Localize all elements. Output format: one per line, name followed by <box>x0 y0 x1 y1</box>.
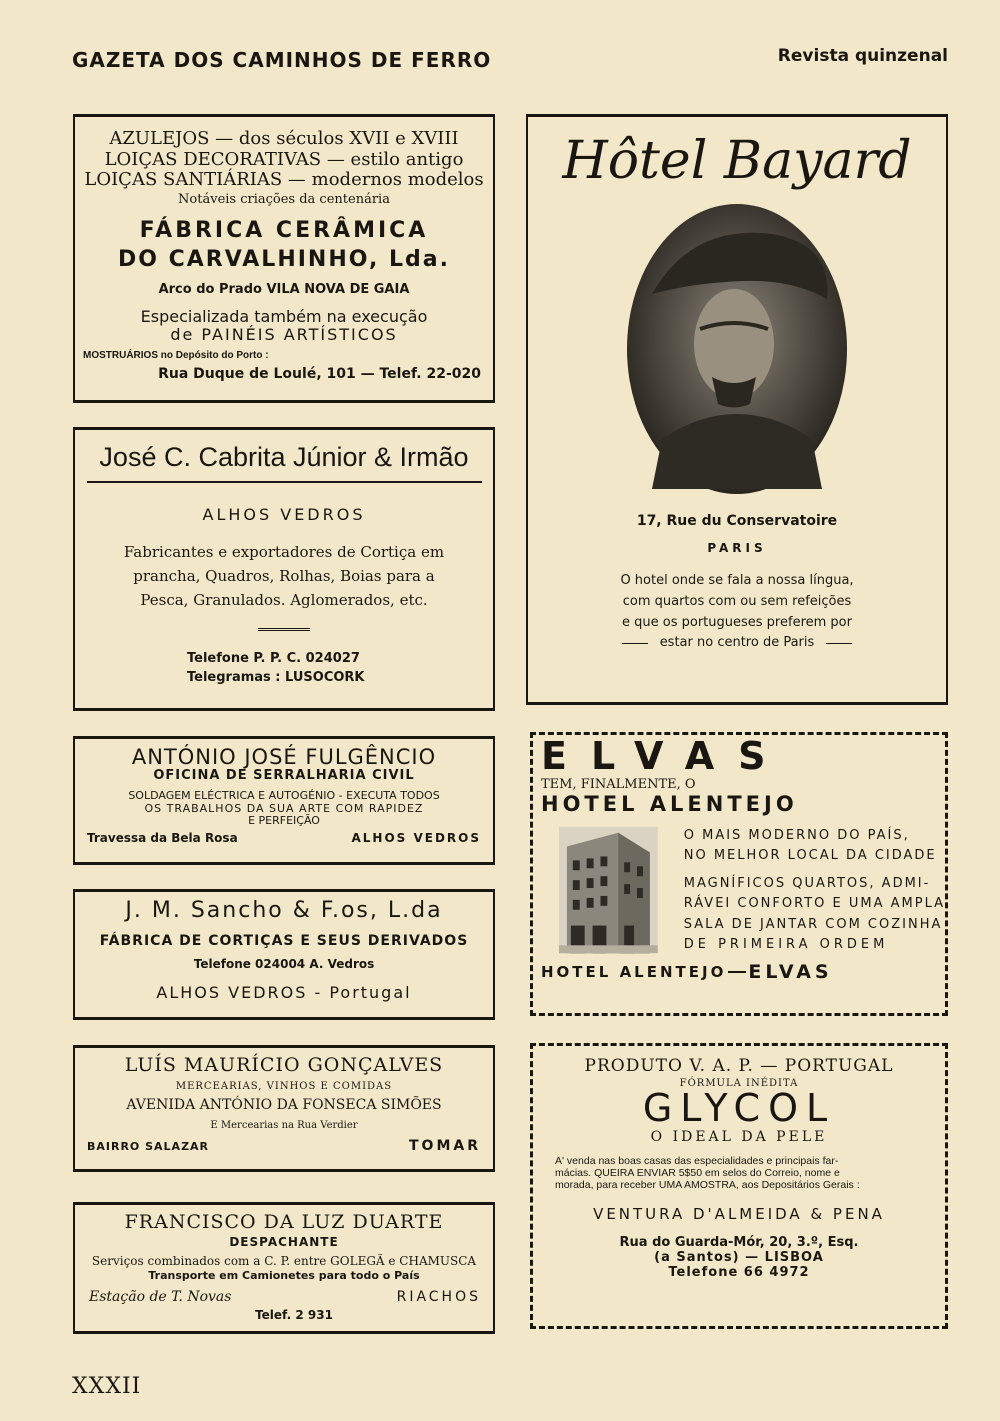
ad-fabrica-ceramica <box>73 114 495 403</box>
cabrita-phone: Telefone P. P. C. 024027 <box>187 651 360 666</box>
glycol-origin: PRODUTO V. A. P. — PORTUGAL <box>584 1056 894 1076</box>
alentejo-desc-6: DE PRIMEIRA ORDEM <box>683 936 889 952</box>
journal-subtitle: Revista quinzenal <box>777 46 948 66</box>
goncalves-town: TOMAR <box>409 1137 481 1154</box>
glycol-street: Rua do Guarda-Mór, 20, 3.º, Esq. <box>619 1234 859 1250</box>
goncalves-branch: E Mercearias na Rua Verdier <box>210 1119 358 1131</box>
sancho-trade: FÁBRICA DE CORTIÇAS E SEUS DERIVADOS <box>99 933 469 949</box>
cabrita-company-name: José C. Cabrita Júnior & Irmão <box>99 442 469 472</box>
bayard-desc-1: O hotel onde se fala a nossa língua, <box>620 573 854 588</box>
ceramica-special-1: Especializada também na execução <box>140 306 428 326</box>
bayard-hotel-name: Hôtel Bayard <box>562 131 912 191</box>
ceramica-company-name-1: FÁBRICA CERÂMICA <box>139 218 429 243</box>
fulgencio-desc-3: E PERFEIÇÃO <box>248 814 320 828</box>
cabrita-desc-3: Pesca, Granulados. Aglomerados, etc. <box>140 591 428 609</box>
alentejo-desc-3: MAGNÍFICOS QUARTOS, ADMI- <box>683 876 931 892</box>
glycol-desc-1: A' venda nas boas casas das especialidades e principais far- <box>555 1154 839 1167</box>
duarte-trade: DESPACHANTE <box>229 1234 339 1249</box>
sancho-town: ALHOS VEDROS - Portugal <box>156 983 412 1002</box>
bayard-address: 17, Rue du Conservatoire <box>636 513 838 529</box>
page-number: XXXII <box>72 1374 142 1399</box>
glycol-desc-3: morada, para receber UMA AMOSTRA, aos Depositários Gerais : <box>555 1178 860 1191</box>
ad-hotel-alentejo <box>530 732 948 1016</box>
cabrita-double-rule <box>258 628 310 633</box>
fulgencio-street: Travessa da Bela Rosa <box>87 831 238 845</box>
alentejo-desc-2: NO MELHOR LOCAL DA CIDADE <box>683 848 937 864</box>
fulgencio-desc-1: SOLDAGEM ELÉCTRICA E AUTOGÉNIO - EXECUTA TODOS <box>128 789 440 803</box>
alentejo-hotel-photo <box>559 826 658 954</box>
ceramica-loicas-decorativas: LOIÇAS DECORATIVAS — estilo antigo <box>104 148 464 170</box>
alentejo-desc-4: RÁVEI CONFORTO E UMA AMPLA <box>683 896 945 912</box>
fulgencio-trade: OFICINA DE SERRALHARIA CIVIL <box>153 768 415 784</box>
cabrita-desc-1: Fabricantes e exportadores de Cortiça em <box>123 543 445 561</box>
ceramica-loicas-santiarias: LOIÇAS SANTIÁRIAS — modernos modelos <box>84 169 484 191</box>
alentejo-footer-name: HOTEL ALENTEJO <box>541 962 727 981</box>
bayard-desc-3: e que os portugueses preferem por <box>622 614 852 630</box>
fulgencio-town: ALHOS VEDROS <box>351 831 481 845</box>
ceramica-azulejos: AZULEJOS — dos séculos XVII e XVIII <box>109 128 459 149</box>
goncalves-company-name: LUÍS MAURÍCIO GONÇALVES <box>124 1054 444 1076</box>
alentejo-footer-city: ELVAS <box>748 960 833 983</box>
alentejo-city: ELVAS <box>541 734 790 778</box>
bayard-desc-4: estar no centro de Paris <box>659 635 815 651</box>
bayard-desc-2: com quartos com ou sem refeições <box>622 593 852 609</box>
cabrita-desc-2: prancha, Quadros, Rolhas, Boias para a <box>133 567 435 585</box>
ceramica-street: Rua Duque de Loulé, 101 — Telef. 22-020 <box>158 365 481 382</box>
cabrita-divider <box>87 481 482 483</box>
glycol-desc-2: mácias. QUEIRA ENVIAR 5$50 em selos do Correio, nome e <box>555 1166 840 1179</box>
glycol-phone: Telefone 66 4972 <box>668 1264 810 1280</box>
ceramica-special-2: de PAINÉIS ARTÍSTICOS <box>170 324 398 344</box>
journal-title: GAZETA DOS CAMINHOS DE FERRO <box>72 48 492 72</box>
ad-goncalves <box>73 1045 495 1172</box>
alentejo-intro: TEM, FINALMENTE, O <box>541 777 696 792</box>
duarte-company-name: FRANCISCO DA LUZ DUARTE <box>124 1211 444 1233</box>
ceramica-address: Arco do Prado VILA NOVA DE GAIA <box>158 281 410 297</box>
glycol-tagline: O IDEAL DA PELE <box>650 1128 828 1145</box>
ad-hotel-bayard <box>526 114 948 705</box>
alentejo-desc-5: SALA DE JANTAR COM COZINHA <box>683 916 943 932</box>
bayard-city: PARIS <box>707 541 767 555</box>
duarte-phone: Telef. 2 931 <box>255 1308 333 1322</box>
goncalves-trade: MERCEARIAS, VINHOS E COMIDAS <box>175 1080 393 1092</box>
glycol-city: (a Santos) — LISBOA <box>654 1249 824 1265</box>
ad-glycol <box>530 1043 948 1329</box>
duarte-desc-2: Transporte em Camionetes para todo o País <box>148 1268 420 1282</box>
alentejo-desc-1: O MAIS MODERNO DO PAÍS, <box>683 828 910 843</box>
alentejo-hotel-name: HOTEL ALENTEJO <box>541 792 798 816</box>
glycol-product-name: GLYCOL <box>642 1086 836 1130</box>
duarte-town: RIACHOS <box>396 1288 481 1305</box>
duarte-station: Estação de T. Novas <box>89 1288 232 1305</box>
goncalves-street: AVENIDA ANTÓNIO DA FONSECA SIMÕES <box>126 1096 442 1113</box>
bayard-portrait-image <box>622 199 852 499</box>
cabrita-telegram: Telegramas : LUSOCORK <box>187 670 365 685</box>
cabrita-place: ALHOS VEDROS <box>202 505 366 524</box>
glycol-formula: FÓRMULA INÉDITA <box>679 1078 799 1089</box>
glycol-company: VENTURA D'ALMEIDA & PENA <box>593 1204 885 1223</box>
ad-fulgencio <box>73 736 495 865</box>
sancho-phone: Telefone 024004 A. Vedros <box>193 957 375 971</box>
ad-duarte <box>73 1202 495 1334</box>
ceramica-notaveis: Notáveis criações da centenária <box>178 192 390 208</box>
ceramica-company-name-2: DO CARVALHINHO, Lda. <box>118 247 450 273</box>
ceramica-mostruarios: MOSTRUÁRIOS no Depósito do Porto : <box>83 350 269 362</box>
ad-sancho <box>73 889 495 1020</box>
duarte-desc-1: Serviços combinados com a C. P. entre GOLEGÃ e CHAMUSCA <box>91 1253 477 1268</box>
sancho-company-name: J. M. Sancho & F.os, L.da <box>125 898 443 923</box>
ad-cabrita <box>73 427 495 711</box>
goncalves-district: BAIRRO SALAZAR <box>87 1139 210 1153</box>
fulgencio-desc-2: OS TRABALHOS DA SUA ARTE COM RAPIDEZ <box>144 801 424 815</box>
fulgencio-company-name: ANTÓNIO JOSÉ FULGÊNCIO <box>131 745 437 769</box>
